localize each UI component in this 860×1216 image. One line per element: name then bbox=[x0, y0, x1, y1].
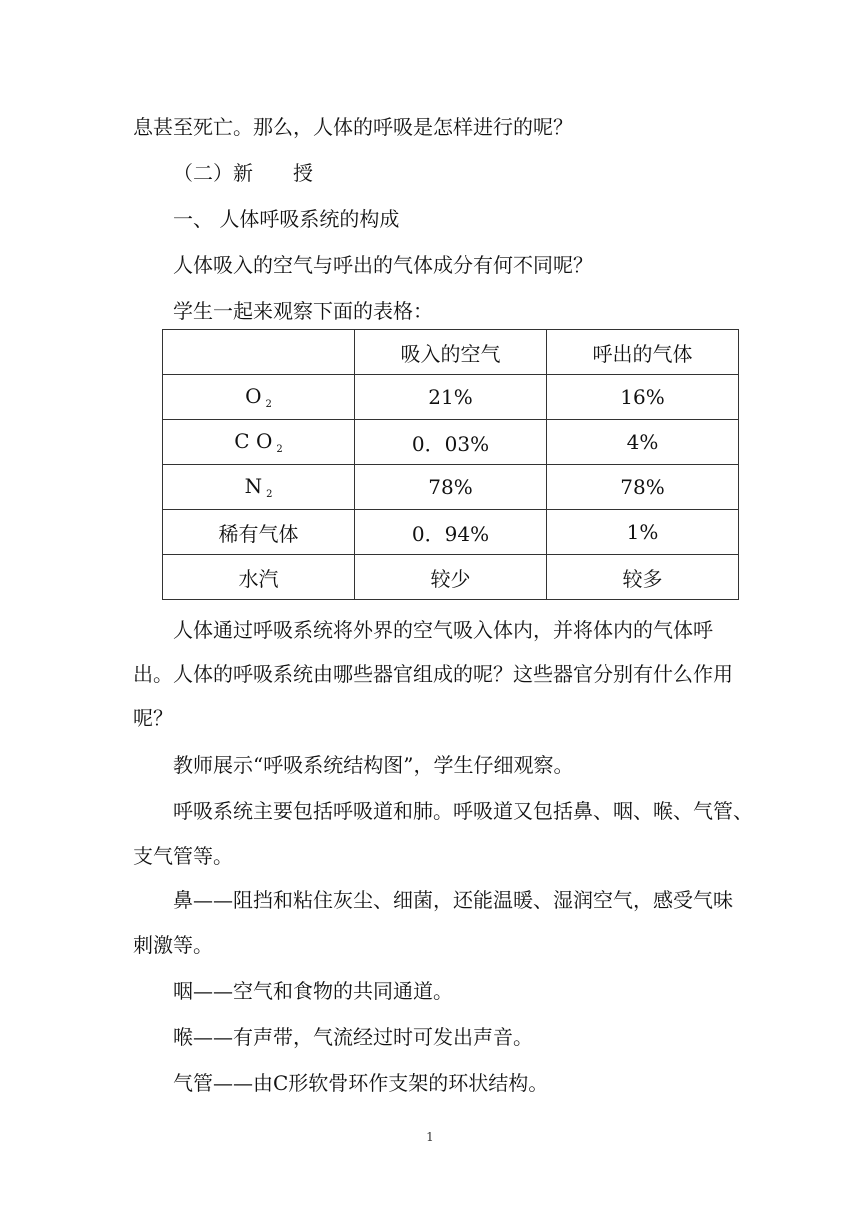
paragraph-system-parts-line2: 支气管等。 bbox=[133, 844, 233, 868]
paragraph-table-intro: 学生一起来观察下面的表格： bbox=[173, 299, 433, 323]
exhaled-cell: 1% bbox=[547, 510, 739, 555]
table-header-cell: 吸入的空气 bbox=[355, 330, 547, 375]
gas-symbol: O bbox=[245, 384, 262, 408]
paragraph-trachea: 气管——由C形软骨环作支架的环状结构。 bbox=[173, 1071, 549, 1095]
subheading-respiratory-system: 一、 人体呼吸系统的构成 bbox=[173, 207, 400, 231]
paragraph-pharynx: 咽——空气和食物的共同通道。 bbox=[173, 979, 453, 1003]
gas-subscript: 2 bbox=[266, 489, 273, 500]
gas-symbol: N bbox=[244, 474, 263, 498]
table-row bbox=[163, 465, 739, 510]
inhaled-cell: 0．03% bbox=[355, 420, 547, 465]
exhaled-cell: 较多 bbox=[547, 555, 739, 600]
gas-name-cell bbox=[163, 375, 355, 420]
inhaled-cell: 较少 bbox=[355, 555, 547, 600]
paragraph-teacher-demo: 教师展示“呼吸系统结构图”，学生仔细观察。 bbox=[173, 753, 574, 777]
paragraph-respiration-line2: 出。人体的呼吸系统由哪些器官组成的呢？这些器官分别有什么作用 bbox=[133, 662, 733, 686]
table-row bbox=[163, 420, 739, 465]
inhaled-cell: 21% bbox=[355, 375, 547, 420]
table-row bbox=[163, 555, 739, 600]
gas-subscript: 2 bbox=[276, 444, 283, 455]
table-row bbox=[163, 375, 739, 420]
paragraph-larynx: 喉——有声带，气流经过时可发出声音。 bbox=[173, 1025, 533, 1049]
page-number: 1 bbox=[426, 1130, 434, 1144]
exhaled-cell: 16% bbox=[547, 375, 739, 420]
table-header-cell bbox=[163, 330, 355, 375]
table-row bbox=[163, 510, 739, 555]
gas-name-cell bbox=[163, 465, 355, 510]
gas-name-cell bbox=[163, 420, 355, 465]
paragraph-system-parts-line1: 呼吸系统主要包括呼吸道和肺。呼吸道又包括鼻、咽、喉、气管、 bbox=[173, 799, 753, 823]
inhaled-cell: 0．94% bbox=[355, 510, 547, 555]
gas-name-cell: 水汽 bbox=[163, 555, 355, 600]
gas-name-cell: 稀有气体 bbox=[163, 510, 355, 555]
paragraph-intro-end: 息甚至死亡。那么，人体的呼吸是怎样进行的呢？ bbox=[133, 115, 573, 139]
gas-composition-table bbox=[162, 329, 739, 600]
exhaled-cell: 4% bbox=[547, 420, 739, 465]
paragraph-nose-line2: 刺激等。 bbox=[133, 933, 213, 957]
inhaled-cell: 78% bbox=[355, 465, 547, 510]
paragraph-nose-line1: 鼻——阻挡和粘住灰尘、细菌，还能温暖、湿润空气，感受气味 bbox=[173, 888, 733, 912]
gas-symbol: C O bbox=[234, 429, 273, 453]
table-header-cell: 呼出的气体 bbox=[547, 330, 739, 375]
paragraph-question: 人体吸入的空气与呼出的气体成分有何不同呢？ bbox=[173, 253, 593, 277]
exhaled-cell: 78% bbox=[547, 465, 739, 510]
gas-subscript: 2 bbox=[265, 399, 272, 410]
paragraph-respiration-line3: 呢？ bbox=[133, 706, 173, 730]
table-header-row bbox=[163, 330, 739, 375]
paragraph-respiration-line1: 人体通过呼吸系统将外界的空气吸入体内，并将体内的气体呼 bbox=[173, 618, 713, 642]
section-heading-new-lesson: （二）新 授 bbox=[173, 161, 313, 185]
